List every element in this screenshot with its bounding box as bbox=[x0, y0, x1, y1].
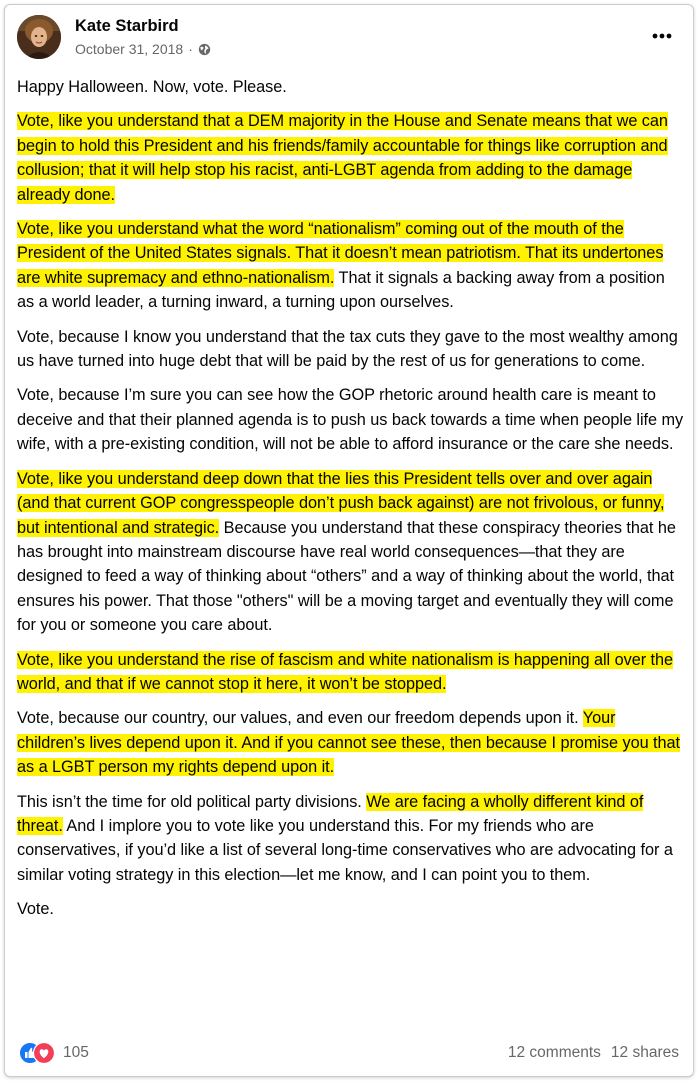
post-paragraph bbox=[17, 706, 685, 779]
post-paragraph bbox=[17, 217, 685, 315]
paragraph-text: Because you understand that these conspiracy theories that he has brought into mainstream discourse have real world consequences—that they are designed to feed a way of thinking about “others” and a way of thinking about the world, that ensures his power. That those "others" will be a moving target and eventually they will come for you or someone you care about. bbox=[17, 518, 676, 635]
paragraph-text: This isn’t the time for old political party divisions. bbox=[17, 792, 367, 811]
author-name[interactable]: Kate Starbird bbox=[75, 17, 179, 35]
post-header bbox=[5, 5, 693, 69]
post-paragraph bbox=[17, 790, 685, 888]
paragraph-text: Vote, because our country, our values, and even our freedom depends upon it. bbox=[17, 709, 583, 728]
highlighted-text: Vote, like you understand that a DEM majority in the House and Senate means that we can begin to hold this President and his friends/family accountable for things like corruption and collusion; that it will help stop his racist, anti-LGBT agenda from adding to the damage already done. bbox=[17, 112, 668, 204]
facebook-post bbox=[4, 4, 694, 1077]
engagement-stats bbox=[508, 1044, 679, 1062]
paragraph-text: Vote, because I know you understand that the tax cuts they gave to the most wealthy among us have turned into huge debt that will be paid by the rest of us for generations to come. bbox=[17, 327, 678, 371]
paragraph-text: And I implore you to vote like you understand this. For my friends who are conservatives, if you’d like a list of several long-time conservatives who are advocating for a similar voting strategy in this election—let me know, and I can point you to them. bbox=[17, 816, 673, 884]
post-footer bbox=[5, 1032, 693, 1076]
post-paragraph bbox=[17, 109, 685, 207]
highlighted-text: Vote, like you understand deep down that the lies this President tells over and over again (and that current GOP congresspeople don’t push back against) are not frivolous, or funny, but intentional and strategic. bbox=[17, 469, 665, 537]
love-icon bbox=[33, 1042, 55, 1064]
post-paragraph bbox=[17, 467, 685, 638]
post-paragraph bbox=[17, 75, 685, 99]
paragraph-text: Vote, because I’m sure you can see how the GOP rhetoric around health care is meant to deceive and that their planned agenda is to push us back towards a time when people life my wife, with a pre-existing condition, will not be able to afford insurance or the care she needs. bbox=[17, 386, 684, 454]
author-avatar[interactable] bbox=[17, 15, 61, 59]
post-paragraph bbox=[17, 383, 685, 456]
reaction-icons bbox=[19, 1042, 55, 1064]
paragraph-text: Vote. bbox=[17, 900, 54, 919]
paragraph-text: Happy Halloween. Now, vote. Please. bbox=[17, 78, 287, 96]
post-date[interactable]: October 31, 2018 bbox=[75, 41, 184, 57]
post-paragraph bbox=[17, 325, 685, 374]
highlighted-text: Your children’s lives depend upon it. And if you cannot see these, then because I promise you that as a LGBT person my rights depend upon it. bbox=[17, 709, 681, 777]
comments-link[interactable]: 12 comments bbox=[507, 1044, 601, 1061]
highlighted-text: Vote, like you understand what the word “nationalism” coming out of the mouth of the President of the United States signals. That it doesn’t mean patriotism. That its undertones are white supremacy and ethno-nationalism. bbox=[17, 220, 664, 287]
more-horizontal-icon[interactable] bbox=[647, 23, 677, 49]
reaction-count: 105 bbox=[63, 1044, 89, 1061]
reactions-summary[interactable] bbox=[19, 1042, 89, 1064]
shares-link[interactable]: 12 shares bbox=[610, 1044, 679, 1061]
paragraph-text: That it signals a backing away from a position as a world leader, a turning inward, a turning upon ourselves. bbox=[17, 268, 665, 312]
globe-icon[interactable] bbox=[198, 43, 211, 56]
highlighted-text: We are facing a wholly different kind of threat. bbox=[17, 792, 644, 835]
post-paragraph bbox=[17, 897, 685, 921]
post-text bbox=[17, 75, 685, 932]
highlighted-text: Vote, like you understand the rise of fascism and white nationalism is happening all over the world, and that if we cannot stop it here, it won’t be stopped. bbox=[17, 650, 674, 693]
post-meta: October 31, 2018 · bbox=[75, 41, 211, 57]
post-paragraph bbox=[17, 648, 685, 697]
